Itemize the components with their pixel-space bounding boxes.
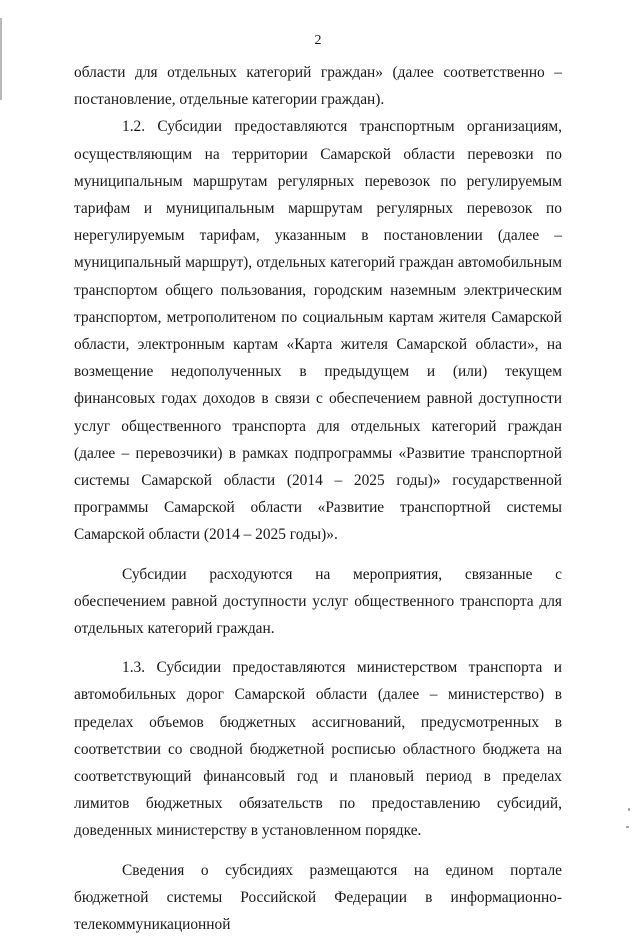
scan-speck (628, 808, 630, 811)
body-text (74, 59, 562, 938)
paragraph-1-2: 1.2. Субсидии предоставляются транспортным организациям, осуществляющим на территории Самарской области перевозки по муниципальным маршрутам регулярных перевозок по регулируемым тарифам и муниципальным маршрутам регулярных перевозок по нерегулируемым тарифам, указанным в постановлении (далее – муниципальный маршрут), отдельных категорий граждан автомобильным транспортом общего пользования, городским наземным электрическим транспортом, метрополитеном по социальным картам жителя Самарской области, электронным картам «Карта жителя Самарской области», на возмещение недополученных в предыдущем и (или) текущем финансовых годах доходов в связи с обеспечением равной доступности услуг общественного транспорта для отдельных категорий граждан (далее – перевозчики) в рамках подпрограммы «Развитие транспортной системы Самарской области (2014 – 2025 годы)» государственной программы Самарской области «Развитие транспортной системы Самарской области (2014 – 2025 годы)». (74, 118, 562, 544)
scan-edge-mark (0, 18, 2, 100)
paragraph-1-3: 1.3. Субсидии предоставляются министерством транспорта и автомобильных дорог Самарской области (далее – министерство) в пределах объемов бюджетных ассигнований, предусмотренных в соответствии со сводной бюджетной росписью областного бюджета на соответствующий финансовый год и плановый период в пределах лимитов бюджетных обязательств по предоставлению субсидий, доведенных министерству в установленном порядке. (74, 659, 562, 840)
page-number: 2 (314, 33, 322, 48)
paragraph-subsidy-purpose: Субсидии расходуются на мероприятия, связанные с обеспечением равной доступности услуг общественного транспорта для отдельных категорий граждан. (74, 565, 562, 638)
scan-speck (626, 826, 629, 828)
paragraph-continuation: области для отдельных категорий граждан» (далее соответственно – постановление, отдельные категории граждан). (74, 64, 562, 109)
paragraph-subsidy-info: Сведения о субсидиях размещаются на едином портале бюджетной системы Российской Федерации в информационно-телекоммуникационной (74, 861, 562, 934)
